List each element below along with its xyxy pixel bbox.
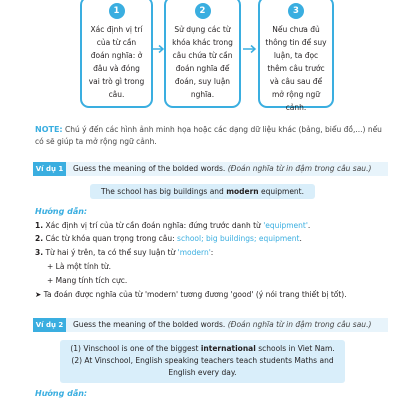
guide-sub-1: + Là một tính từ.	[47, 262, 112, 271]
example-1-instruction	[73, 162, 371, 176]
example-1-instruction-en: Guess the meaning of the bolded words.	[73, 164, 226, 173]
guide-line-3-number: 3.	[35, 248, 44, 257]
guide-line-2-highlight: school; big buildings; equipment	[177, 234, 300, 243]
step-box-1	[80, 0, 153, 108]
example-2-bold-word: international	[200, 344, 256, 353]
example-2-sentence-2: (2) At Vinschool, English speaking teachers teach students Maths and English every day.	[71, 356, 334, 377]
arrow-right-icon	[243, 44, 257, 54]
guide-line-2-end: .	[299, 234, 302, 243]
guide-line-3-text: Từ hai ý trên, ta có thể suy luận từ	[43, 248, 178, 257]
guide-line-3-highlight: 'modern'	[177, 248, 211, 257]
example-2-badge: Ví dụ 2	[33, 318, 66, 332]
example-2-s1-before: (1) Vinschool is one of the biggest	[70, 344, 201, 353]
example-2-instruction	[73, 318, 371, 332]
note-text: Chú ý đến các hình ảnh minh họa hoặc các dạng dữ liệu khác (bảng, biểu đồ,...) nếu có sẽ giúp ta mở rộng ngữ cảnh.	[35, 125, 382, 146]
step-number-2: 2	[195, 3, 211, 19]
guide-line-1-end: .	[307, 221, 311, 230]
step-text-3: Nếu chưa đủ thông tin để suy luận, ta đọc thêm câu trước và câu sau để mở rộng ngữ cảnh.	[265, 25, 327, 112]
step-text-1: Xác định vị trí của từ cần đoán nghĩa: ở đâu và đóng vai trò gì trong câu.	[88, 25, 145, 99]
example-1-guide-title: Hướng dẫn:	[35, 207, 88, 216]
example-2-sentence-box	[60, 340, 345, 383]
example-2-sentence-1	[60, 343, 345, 355]
step-text-2: Sử dụng các từ khóa khác trong câu chứa từ cần đoán nghĩa để đoán, suy luận nghĩa.	[172, 25, 233, 99]
example-1-sentence-box	[90, 184, 315, 199]
step-box-2	[164, 0, 241, 108]
guide-line-3-end: :	[210, 248, 214, 257]
example-2-instruction-vi: (Đoán nghĩa từ in đậm trong câu sau.)	[227, 320, 372, 329]
arrow-right-icon	[151, 44, 165, 54]
guide-line-3	[35, 247, 213, 258]
example-1-instruction-vi: (Đoán nghĩa từ in đậm trong câu sau.)	[227, 164, 372, 173]
example-1-sentence-before: The school has big buildings and	[100, 187, 227, 196]
guide-line-1-number: 1.	[35, 221, 44, 230]
example-2-header	[33, 318, 388, 332]
guide-line-1-text: Xác định vị trí của từ cần đoán nghĩa: đứng trước danh từ	[43, 221, 264, 230]
guide-line-2-text: Các từ khóa quan trọng trong câu:	[43, 234, 178, 243]
step-box-3	[258, 0, 334, 112]
example-2-s1-after: schools in Viet Nam.	[255, 344, 335, 353]
guide-sub-2: + Mang tính tích cực.	[47, 276, 128, 285]
guide-conclusion: ➤ Ta đoán được nghĩa của từ 'modern' tương đương 'good' (ý nói trang thiết bị tốt).	[35, 290, 347, 299]
guide-line-2	[35, 233, 302, 244]
steps-section	[0, 0, 400, 118]
example-1-header	[33, 162, 388, 176]
example-1-sentence-after: equipment.	[258, 187, 305, 196]
example-1-bold-word: modern	[226, 187, 259, 196]
step-number-3: 3	[288, 3, 304, 19]
example-2-guide-title: Hướng dẫn:	[35, 389, 88, 398]
guide-line-1	[35, 220, 310, 231]
example-2-instruction-en: Guess the meaning of the bolded words.	[73, 320, 226, 329]
note-paragraph	[35, 124, 385, 147]
guide-line-1-highlight: 'equipment'	[263, 221, 308, 230]
step-number-1: 1	[109, 3, 125, 19]
guide-line-2-number: 2.	[35, 234, 44, 243]
note-label: NOTE:	[35, 125, 63, 134]
example-1-badge: Ví dụ 1	[33, 162, 66, 176]
